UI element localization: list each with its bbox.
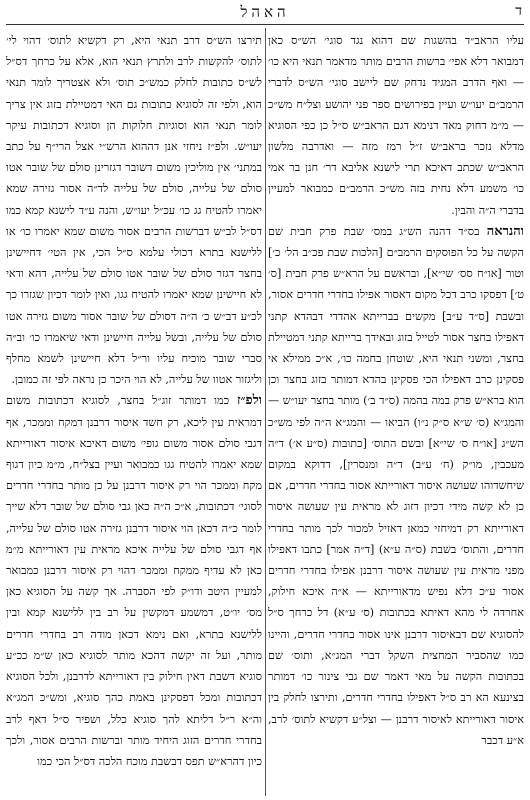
left-paragraph-2: [6, 390, 262, 772]
running-title: האהל: [240, 2, 290, 21]
right-paragraph-1: עליו הראב״ד בהשגות שם דהוא נגד סוגי׳ הש״ס כאן דמבואר דלא אפי׳ ברשות הרבים מותר מדאמר תנאי היא כו׳ — ואף הדרב המגיד נדחק שם ליישב סוגי׳ הש״ס לדברי הרמב״ם יעו״ש ועיין בפירושים ספר פני יהושע וצל״ח מש״כ — מ״מ דחוק מאד דנימא דגם הראב״ש ס״ל כן כפי הסוגיא מדלא נזכר בראב״ש ז״ל רמז מזה — ואדרבה מלשון הראב״ש שכתב דאיכא תרי לישנא אליבא דר׳ חנן בר אמי כו׳ משמע דלא נחית בזה מש״כ הרמב״ם כמבואר למעיין בדברי ה״ה והבין.: [268, 34, 524, 217]
paragraph-keyword: והנראה: [486, 223, 524, 239]
right-column: [268, 30, 524, 796]
right-paragraph-2: [268, 221, 524, 751]
header-rule: [6, 24, 524, 25]
left-paragraph-1: תירצו הש״ס דרב תנאי היא, רק דקשיא לתוס׳ דהוי לי׳ לתוס׳ להקשות לרב ולתרץ תנאי הוא, אלא על כרחך דס״ל לש״ס כתובות לחלק כמש״כ תוס׳ ולא אצטריך לומר תנאי הוא, ולפי זה לסוגיא כתובות גם האי דמטיילת בזוג אין צריך לומר תנאי הוא וסוגיות חלוקות הן וסוגיא דכתובות עיקר יעו״ש. ולפ״ז ניחזי אנן דההוא הרש״י אצל הרי״ף על כתב במתני׳ אין מוליכין משום דשובר דגזרינן סולם של שובר אטו סולם של עלייה, סולם של עלייה לד״ה אסור גזירה שמא יאמרו להטיח גג כו׳ עכ״ל יעו״ש, והנה ע״ד לישנא קמא כמו דס״ל לב״ש דברשות הרבים אסור משום שמא יאמרו כו׳ או ללישנא בתרא דכולי עלמא ס״ל הכי, אין הטי׳ דחיישינן בחצר דגזר סולם של שובר אטו סולם של עלייה, דהא ודאי לא חיישינן שמא יאמרו להטיח גגו, ואין לומר דכיון שגזרו כך לכ״ע דב״ש כ׳ ה״ה דסולם של שובר אסור משום גזירה אטו סולם של עלייה, ובשל עלייה חיישינן ודאי שיאמרו כו׳ וב״ה סברי שובר מוכיח עליו ור״ל דלא חיישינן לשמא מחלף וליגזור אטוו של עלייה, לא הוי היכר כן נראה לפי זה כמובן.: [6, 34, 262, 387]
running-header: [8, 2, 522, 22]
page-number: ד: [515, 3, 522, 19]
paragraph-body: כמו דמותר זוג״ל בחצר, לסוגיא דכתובות משום דמראית עין ליכא, רק חשד איסור דרבנן דמקח וממכר, אף דגבי סולם אסור משום גופי׳ משום דאיכא איסור דאורייתא שמא יאמרו להטיח גגו כמבואר ועיין בצל״ח, מ״מ כיון דגוף מקח וממכר הוי רק איסור דרבנן על כן מותר בחדרי חדרים לסוגי׳ דכתובות, א״כ ה״ה כאן גבי סולם של שובר דלא שייך לומר כ״ה דכאן הוי איסור דרבנן גזירה אטו סולם של עלייה, אף דגבי סולם של עלייה איכא מראית עין דאורייתא מ״מ כאן לא עדיף ממקח וממכר דהוי רק איסור דרבנן כמבואר למעיין היטב ודו״ק לפי הסברה. אך קשה על הסוגיא כאן מס׳ יו״ט, דמשמע דמקשין על רב בין ללישנא קמא ובין ללישנא בתרא, ואם נימא דכאן מודה רב בחדרי חדרים מותר, ועל זה יקשה דהכא מותר לסוגיא כאן ש״מ ככ״ע סוגיא דשבת דאין חילוק בין דאורייתא לדרבנן, ולכל הסוגיא דכתובות ומכל דפסקינן באמת כהך סוגיא, ומש״כ המג״א וה״א ר״ל דליתא להך סוגיא כלל, ושפיר ס״ל דאף לרב בחדרי חדרים הזוג היחיד מותר וברשות הרבים אסור, ולכך כיון דהרא״ש תפס דבשבת מוכח הלכה דס״ל הכי כמו: [6, 394, 262, 768]
column-divider: [265, 28, 266, 796]
left-column: [6, 30, 262, 796]
paragraph-keyword: ולפ״ז: [236, 393, 262, 409]
paragraph-body: בס״ד דהנה הש״ג במס׳ שבת פרק חבית שם הקשה על כל הפוסקים הרמב״ם [הלכות שבת פכ״ב הל׳ כ׳] וטור [או״ח סס׳ שי״א], ובראשם על הרא״ש פרק חבית [ס׳ ט׳] דפסקו כרב דכל מקום דאסור אפילו בחדרי חדרים אסור, ובשבת [ס״ד ע״ב] מקשים בברייתא אהדדי דבהדא קתני דאפילו בחצר אסור לטייל בזוג ובאידך ברייתא קתני דמטיילת בחצר, ומשני תנאי היא, שוטחן בחמה כו׳, א״כ ממילא אי פסקינן כרב דאפילו הכי פסקינן בהדא דמותר בזוג בחצר וכן הוא ברא״ש פרק במה בהמה (ס״ד ב׳) מותר בחצר יעו״ש — והמג״א (ס׳ ש״א ס״ק נ״ו) הביאו — והמג״א ה״ה לפי מש״כ הש״ג [או״ח ס׳ שי״א] ובשם התוס׳ [כתובות (ס״ע א׳) ד״ה מעכבין, מו״ק (ח׳ ע״ב) ד״ה ומנסרין], דדוקא במקום שיחשדוהו שעושה איסור דאורייתא אסור בחדרי חדרים, אם כן לא קשה מידי דכיון דזוג לא מראית עין שעושה איסור דאורייתא רק דמיחזי כמאן דאזיל למכור לכך מותר בחדרי חדרים, והתוס׳ בשבת (ס״ה ע״א) [ד״ה אמר] כתבו דאפילו מפני מראית עין שעושה איסור דרבנן אפילו בחדרי חדרים אסור ע״כ דלא נפיש מדאורייתא — א״ה איכא חילוק, אחרדה לי מהא דאיתא בכתובות (ס׳ ע״א) דל כרחך ס״ל להסוגיא שם דבאיסור דרבנן אינו אסור בחדרי חדרים, והיינו כמו שהסביר המחצית השקל דברי המג״א, ותוס׳ שם בכתובות הקשה על מאי דאמר שם גבי צינור כו׳ דמותר בצינעא הא רב ס״ל דאפילו בחדרי חדרים, ותירצו לחלק בין איסור דאורייתא לאיסור דרבנן — וצל״ע דקשיא לתוס׳ לרב, א״ע דכבר: [268, 224, 524, 747]
